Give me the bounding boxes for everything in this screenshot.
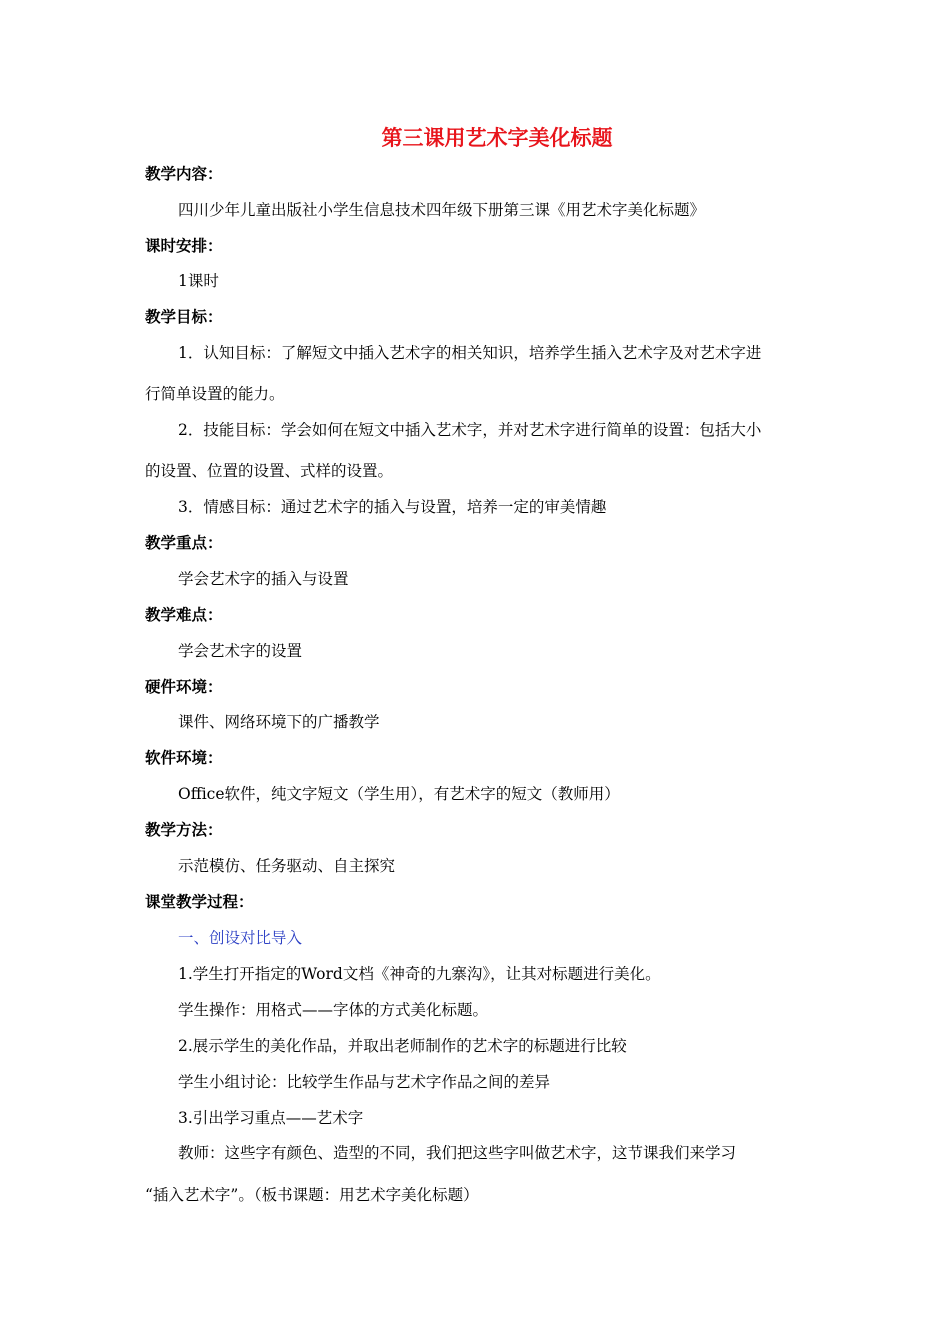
key-point-text: 学会艺术字的插入与设置 (178, 570, 349, 588)
content-heading: 教学内容： (145, 165, 223, 183)
process-line: 3.引出学习重点——艺术字 (178, 1109, 364, 1127)
process-step-heading: 一、创设对比导入 (178, 929, 303, 947)
goal2-line1: 2．技能目标：学会如何在短文中插入艺术字，并对艺术字进行简单的设置：包括大小 (178, 421, 762, 439)
process-line: 学生操作：用格式——字体的方式美化标题。 (178, 1001, 489, 1019)
hardware-text: 课件、网络环境下的广播教学 (178, 713, 380, 731)
process-line: 教师：这些字有颜色、造型的不同，我们把这些字叫做艺术字，这节课我们来学习 (178, 1144, 737, 1162)
goal1-line1: 1．认知目标：了解短文中插入艺术字的相关知识，培养学生插入艺术字及对艺术字进 (178, 344, 762, 362)
goal1-line2: 行简单设置的能力。 (145, 385, 285, 403)
process-line: 学生小组讨论：比较学生作品与艺术字作品之间的差异 (178, 1073, 551, 1091)
key-point-heading: 教学重点： (145, 534, 223, 552)
method-text: 示范模仿、任务驱动、自主探究 (178, 857, 396, 875)
process-line: 2.展示学生的美化作品，并取出老师制作的艺术字的标题进行比较 (178, 1037, 627, 1055)
content-text: 四川少年儿童出版社小学生信息技术四年级下册第三课《用艺术字美化标题》 (178, 201, 706, 219)
process-last-line: “插入艺术字”。（板书课题：用艺术字美化标题） (145, 1186, 479, 1204)
method-heading: 教学方法： (145, 821, 223, 839)
process-heading: 课堂教学过程： (145, 893, 254, 911)
hardware-heading: 硬件环境： (145, 678, 223, 696)
software-heading: 软件环境： (145, 749, 223, 767)
difficulty-heading: 教学难点： (145, 606, 223, 624)
schedule-heading: 课时安排： (145, 237, 223, 255)
goal2-line2: 的设置、位置的设置、式样的设置。 (145, 462, 394, 480)
goal3-text: 3．情感目标：通过艺术字的插入与设置，培养一定的审美情趣 (178, 498, 607, 516)
document-title: 第三课用艺术字美化标题 (381, 126, 613, 150)
difficulty-text: 学会艺术字的设置 (178, 642, 303, 660)
schedule-text: 1课时 (178, 272, 219, 290)
process-line: 1.学生打开指定的Word文档《神奇的九寨沟》，让其对标题进行美化。 (178, 965, 661, 983)
software-text: Office软件，纯文字短文（学生用），有艺术字的短文（教师用） (178, 785, 620, 803)
goals-heading: 教学目标： (145, 308, 223, 326)
